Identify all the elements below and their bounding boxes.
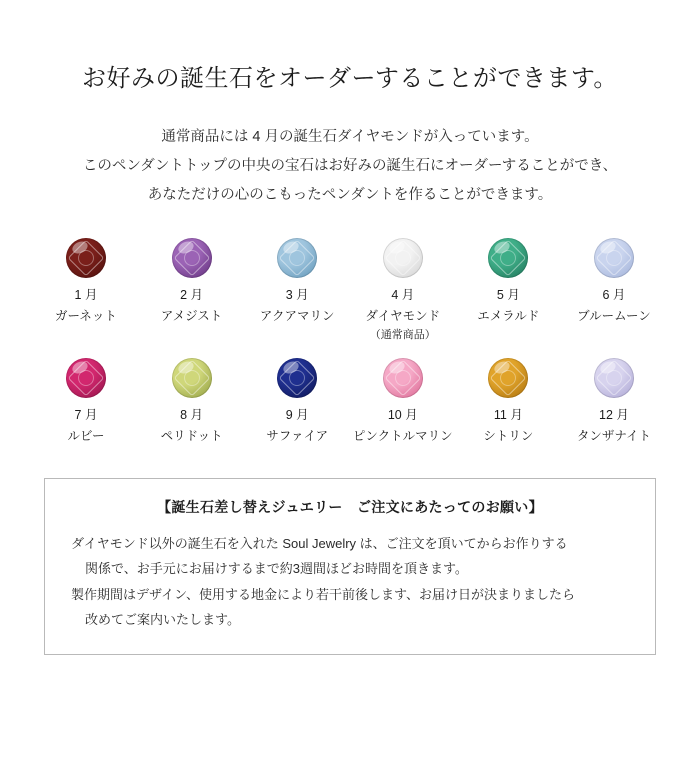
- birthstone-item-8[interactable]: [142, 356, 242, 446]
- birthstone-name-5: エメラルド: [477, 309, 540, 323]
- birthstone-item-9[interactable]: [247, 356, 347, 446]
- notice-line-4: 改めてご案内いたします。: [85, 612, 240, 628]
- lead-line-1: 通常商品には 4 月の誕生石ダイヤモンドが入っています。: [161, 129, 539, 145]
- notice-title: 【誕生石差し替えジュエリー ご注文にあたってのお願い】: [157, 499, 543, 515]
- gem-wrap-1: [36, 236, 136, 280]
- birthstone-item-5[interactable]: [458, 236, 558, 326]
- birthstone-item-4[interactable]: [353, 236, 453, 342]
- birthstone-month-1: 1 月: [74, 288, 98, 302]
- birthstone-name-1: ガーネット: [55, 309, 117, 323]
- gem-wrap-7: [36, 356, 136, 400]
- gem-icon-emerald: [488, 238, 528, 278]
- lead-line-3: あなただけの心のこもったペンダントを作ることができます。: [147, 187, 553, 203]
- birthstone-note-4: （通常商品）: [369, 329, 436, 341]
- birthstone-name-6: ブルームーン: [577, 309, 651, 323]
- birthstone-name-4: ダイヤモンド: [365, 309, 441, 323]
- notice-line-1: ダイヤモンド以外の誕生石を入れた Soul Jewelry は、ご注文を頂いてからお作りする: [71, 536, 568, 551]
- birthstone-item-3[interactable]: [247, 236, 347, 326]
- gem-icon-amethyst: [172, 238, 212, 278]
- birthstone-grid: [0, 236, 700, 446]
- lead-paragraph: [0, 123, 700, 210]
- birthstone-month-11: 11 月: [493, 408, 523, 422]
- birthstone-name-10: ピンクトルマリン: [352, 429, 453, 443]
- gem-icon-peridot: [172, 358, 212, 398]
- gem-wrap-5: [458, 236, 558, 280]
- birthstone-item-10[interactable]: [353, 356, 453, 446]
- notice-body: [71, 531, 629, 632]
- birthstone-month-10: 10 月: [387, 408, 418, 422]
- gem-icon-sapphire: [277, 358, 317, 398]
- gem-wrap-10: [353, 356, 453, 400]
- notice-line-3: 製作期間はデザイン、使用する地金により若干前後します、お届け日が決まりましたら: [71, 586, 576, 602]
- birthstone-name-7: ルビー: [67, 429, 105, 443]
- birthstone-month-5: 5 月: [496, 288, 520, 302]
- gem-wrap-9: [247, 356, 347, 400]
- gem-wrap-6: [564, 236, 664, 280]
- birthstone-item-12[interactable]: [564, 356, 664, 446]
- birthstone-item-1[interactable]: [36, 236, 136, 326]
- birthstone-item-7[interactable]: [36, 356, 136, 446]
- page-title: お好みの誕生石をオーダーすることができます。: [82, 65, 618, 92]
- gem-wrap-12: [564, 356, 664, 400]
- lead-line-2: このペンダントトップの中央の宝石はお好みの誕生石にオーダーすることができ、: [82, 158, 618, 174]
- gem-wrap-3: [247, 236, 347, 280]
- gem-wrap-4: [353, 236, 453, 280]
- birthstone-month-12: 12 月: [599, 408, 629, 422]
- birthstone-month-4: 4 月: [391, 288, 415, 302]
- birthstone-item-11[interactable]: [458, 356, 558, 446]
- gem-icon-pink-tourmaline: [383, 358, 423, 398]
- birthstone-item-2[interactable]: [142, 236, 242, 326]
- birthstone-name-8: ペリドット: [160, 429, 223, 443]
- gem-wrap-2: [142, 236, 242, 280]
- birthstone-name-2: アメジスト: [160, 309, 223, 323]
- birthstone-month-8: 8 月: [180, 408, 204, 422]
- gem-icon-aquamarine: [277, 238, 317, 278]
- birthstone-name-3: アクアマリン: [259, 309, 335, 323]
- birthstone-month-6: 6 月: [602, 288, 626, 302]
- gem-wrap-11: [458, 356, 558, 400]
- birthstone-name-12: タンザナイト: [576, 429, 652, 443]
- gem-icon-blue-moonstone: [594, 238, 634, 278]
- gem-icon-diamond: [383, 238, 423, 278]
- birthstone-item-6[interactable]: [564, 236, 664, 326]
- birthstone-month-7: 7 月: [74, 408, 98, 422]
- gem-wrap-8: [142, 356, 242, 400]
- birthstone-name-11: シトリン: [483, 429, 534, 443]
- birthstone-month-3: 3 月: [285, 288, 309, 302]
- gem-icon-tanzanite: [594, 358, 634, 398]
- birthstone-month-2: 2 月: [180, 288, 204, 302]
- page-root: [0, 58, 700, 758]
- birthstone-row-1: [36, 236, 664, 342]
- gem-icon-ruby: [66, 358, 106, 398]
- gem-icon-garnet: [66, 238, 106, 278]
- notice-box: [44, 478, 656, 655]
- birthstone-name-9: サファイア: [266, 429, 329, 443]
- birthstone-month-9: 9 月: [285, 408, 309, 422]
- birthstone-row-2: [36, 356, 664, 446]
- gem-icon-citrine: [488, 358, 528, 398]
- notice-line-2: 関係で、お手元にお届けするまで約3週間ほどお時間を頂きます。: [85, 561, 468, 577]
